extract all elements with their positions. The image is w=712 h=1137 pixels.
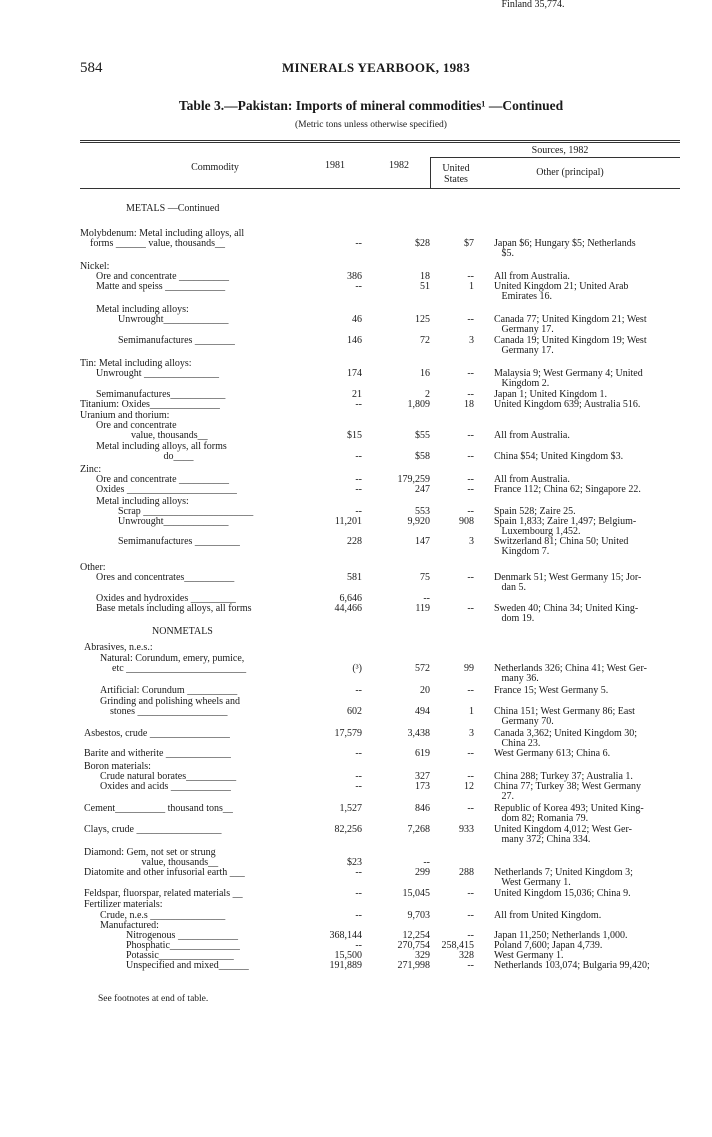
page-number: 584 [80, 60, 103, 76]
cell-united-states: -- [467, 430, 474, 441]
cell-commodity: value, thousands__ [96, 430, 208, 441]
cell-other-sources: dom 82; Romania 79. [494, 813, 589, 824]
cell-united-states: -- [467, 888, 474, 899]
cell-1982: 270,754 [397, 940, 430, 951]
cell-other-sources: Japan 11,250; Netherlands 1,000. [494, 930, 628, 941]
cell-commodity: Natural: Corundum, emery, pumice, [100, 653, 245, 664]
cell-commodity: Ore and concentrate __________ [96, 271, 230, 282]
cell-other-sources: Emirates 16. [494, 291, 553, 302]
cell-other-sources: Netherlands 103,074; Bulgaria 99,420; [494, 960, 650, 971]
cell-united-states: 328 [459, 950, 474, 961]
cell-1982: -- [423, 593, 430, 604]
cell-other-sources: Canada 19; United Kingdom 19; West [494, 335, 647, 346]
cell-1981: -- [355, 484, 362, 495]
cell-commodity: Metal including alloys: [96, 496, 189, 507]
cell-1982: 846 [415, 803, 430, 814]
cell-1982: 2 [425, 389, 430, 400]
cell-1981: 21 [352, 389, 362, 400]
cell-commodity: Titanium: Oxides______________ [80, 399, 220, 410]
cell-commodity: Nitrogenous ____________ [126, 930, 238, 941]
cell-united-states: $7 [464, 238, 474, 249]
cell-commodity: etc ________________________ [112, 663, 247, 674]
cell-other-sources: Poland 7,600; Japan 4,739. [494, 940, 603, 951]
cell-united-states: 908 [459, 516, 474, 527]
cell-1982: 553 [415, 506, 430, 517]
cell-commodity: Ores and concentrates__________ [96, 572, 235, 583]
cell-commodity: stones __________________ [110, 706, 228, 717]
cell-united-states: 933 [459, 824, 474, 835]
cell-other-sources: China 151; West Germany 86; East [494, 706, 635, 717]
cell-1982: 271,998 [397, 960, 430, 971]
cell-commodity: Grinding and polishing wheels and [100, 696, 240, 707]
cell-1982: 18 [420, 271, 430, 282]
cell-other-sources: Canada 3,362; United Kingdom 30; [494, 728, 638, 739]
cell-1981: 191,889 [329, 960, 362, 971]
cell-1982: 3,438 [407, 728, 430, 739]
cell-1981: 146 [347, 335, 362, 346]
cell-other-sources: Netherlands 7; United Kingdom 3; [494, 867, 633, 878]
cell-other-sources: $5. [494, 248, 514, 259]
cell-1981: 368,144 [329, 930, 362, 941]
cell-commodity: Abrasives, n.e.s.: [84, 642, 153, 653]
cell-united-states: 258,415 [441, 940, 474, 951]
cell-other-sources: many 372; China 334. [494, 834, 591, 845]
cell-commodity: forms ______ value, thousands__ [90, 238, 225, 249]
cell-commodity: Other: [80, 562, 106, 573]
cell-commodity: Semimanufactures _________ [118, 536, 240, 547]
cell-other-sources: United Kingdom 15,036; China 9. [494, 888, 631, 899]
cell-commodity: Unwrought_____________ [118, 516, 229, 527]
cell-1981: -- [355, 888, 362, 899]
cell-1982: 16 [420, 368, 430, 379]
footnote: See footnotes at end of table. [98, 994, 209, 1004]
cell-1982: $28 [415, 238, 430, 249]
cell-commodity: Semimanufactures ________ [118, 335, 235, 346]
cell-commodity: Clays, crude _________________ [84, 824, 222, 835]
cell-commodity: Diamond: Gem, not set or strung [84, 847, 216, 858]
cell-other-sources: dom 19. [494, 613, 535, 624]
cell-commodity: value, thousands__ [84, 857, 219, 868]
cell-other-sources: Spain 528; Zaire 25. [494, 506, 576, 517]
cell-commodity: Metal including alloys, all forms [96, 441, 227, 452]
cell-other-sources: All from Australia. [494, 430, 570, 441]
cell-other-sources: Kingdom 2. [494, 378, 550, 389]
cell-united-states: -- [467, 271, 474, 282]
cell-1981: -- [355, 748, 362, 759]
header-1981: 1981 [325, 160, 345, 171]
cell-other-sources: China 23. [494, 738, 541, 749]
cell-commodity: Diatomite and other infusorial earth ___ [84, 867, 245, 878]
cell-1981: 174 [347, 368, 362, 379]
cell-1981: 44,466 [334, 603, 362, 614]
cell-1981: -- [355, 506, 362, 517]
cell-commodity: do____ [96, 451, 194, 462]
cell-commodity: Barite and witherite _____________ [84, 748, 231, 759]
cell-1981: (³) [352, 663, 362, 674]
table-subtitle: (Metric tons unless otherwise specified) [295, 120, 447, 130]
cell-other-sources: Finland 35,774. [494, 0, 565, 10]
cell-united-states: 3 [469, 335, 474, 346]
cell-united-states: 18 [464, 399, 474, 410]
cell-united-states: -- [467, 474, 474, 485]
cell-united-states: 99 [464, 663, 474, 674]
cell-1981: 228 [347, 536, 362, 547]
cell-other-sources: Germany 70. [494, 716, 554, 727]
cell-other-sources: Denmark 51; West Germany 15; Jor- [494, 572, 642, 583]
cell-1982: 9,920 [407, 516, 430, 527]
cell-commodity: Boron materials: [84, 761, 151, 772]
cell-united-states: -- [467, 960, 474, 971]
cell-commodity: Oxides and hydroxides _________ [96, 593, 236, 604]
cell-commodity: Fertilizer materials: [84, 899, 163, 910]
cell-commodity: Tin: Metal including alloys: [80, 358, 192, 369]
cell-1982: 173 [415, 781, 430, 792]
cell-other-sources: Malaysia 9; West Germany 4; United [494, 368, 643, 379]
cell-commodity: Base metals including alloys, all forms [96, 603, 252, 614]
cell-commodity: Ore and concentrate __________ [96, 474, 230, 485]
cell-commodity: Oxides ______________________ [96, 484, 237, 495]
cell-commodity: Matte and speiss ____________ [96, 281, 226, 292]
cell-1981: 17,579 [334, 728, 362, 739]
cell-other-sources: All from Australia. [494, 271, 570, 282]
cell-commodity: Artificial: Corundum __________ [100, 685, 238, 696]
section-metals: METALS —Continued [126, 203, 220, 214]
cell-other-sources: Luxembourg 1,452. [494, 526, 581, 537]
cell-united-states: -- [467, 506, 474, 517]
cell-1981: -- [355, 474, 362, 485]
cell-united-states: -- [467, 451, 474, 462]
cell-1981: -- [355, 867, 362, 878]
cell-1981: 6,646 [339, 593, 362, 604]
cell-1981: $15 [347, 430, 362, 441]
cell-united-states: 1 [469, 706, 474, 717]
cell-commodity: Manufactured: [100, 920, 159, 931]
cell-commodity: Unwrought _______________ [96, 368, 220, 379]
cell-1981: -- [355, 781, 362, 792]
cell-other-sources: China $54; United Kingdom $3. [494, 451, 624, 462]
cell-commodity: Oxides and acids ____________ [100, 781, 231, 792]
cell-1982: 15,045 [402, 888, 430, 899]
cell-1981: -- [355, 399, 362, 410]
cell-1982: 299 [415, 867, 430, 878]
cell-1982: 51 [420, 281, 430, 292]
cell-commodity: Zinc: [80, 464, 102, 475]
cell-united-states: -- [467, 748, 474, 759]
cell-1982: 179,259 [397, 474, 430, 485]
cell-commodity: Phosphatic______________ [126, 940, 240, 951]
cell-commodity: Cement__________ thousand tons__ [84, 803, 233, 814]
cell-other-sources: China 77; Turkey 38; West Germany [494, 781, 642, 792]
header-other: Other (principal) [536, 167, 604, 178]
cell-commodity: Asbestos, crude ________________ [84, 728, 230, 739]
cell-other-sources: dan 5. [494, 582, 526, 593]
running-head: MINERALS YEARBOOK, 1983 [281, 60, 471, 75]
cell-united-states: -- [467, 910, 474, 921]
cell-other-sources: Republic of Korea 493; United King- [494, 803, 644, 814]
cell-1981: 1,527 [339, 803, 362, 814]
cell-united-states: -- [467, 803, 474, 814]
cell-other-sources: Kingdom 7. [494, 546, 550, 557]
cell-united-states: 1 [469, 281, 474, 292]
cell-commodity: Ore and concentrate [96, 420, 177, 431]
cell-other-sources: Germany 17. [494, 345, 554, 356]
cell-other-sources: West Germany 1. [494, 950, 564, 961]
header-sources: Sources, 1982 [531, 145, 589, 156]
cell-1982: 1,809 [407, 399, 430, 410]
cell-united-states: -- [467, 572, 474, 583]
header-us-line2: States [444, 174, 468, 185]
cell-1981: -- [355, 940, 362, 951]
cell-1981: 82,256 [334, 824, 362, 835]
cell-1981: 581 [347, 572, 362, 583]
cell-1982: 20 [420, 685, 430, 696]
cell-other-sources: Switzerland 81; China 50; United [494, 536, 629, 547]
cell-1982: 7,268 [407, 824, 430, 835]
cell-other-sources: West Germany 613; China 6. [494, 748, 611, 759]
cell-commodity: Crude natural borates__________ [100, 771, 237, 782]
cell-1981: 386 [347, 271, 362, 282]
cell-1982: $58 [415, 451, 430, 462]
cell-1982: 147 [415, 536, 430, 547]
cell-other-sources: United Kingdom 639; Australia 516. [494, 399, 641, 410]
cell-united-states: 288 [459, 867, 474, 878]
cell-1982: -- [423, 857, 430, 868]
cell-1981: $23 [347, 857, 362, 868]
cell-other-sources: All from United Kingdom. [494, 910, 602, 921]
cell-1982: 247 [415, 484, 430, 495]
cell-other-sources: West Germany 1. [494, 877, 571, 888]
cell-other-sources: United Kingdom 4,012; West Ger- [494, 824, 632, 835]
cell-other-sources: France 15; West Germany 5. [494, 685, 609, 696]
cell-other-sources: Sweden 40; China 34; United King- [494, 603, 639, 614]
cell-1982: 75 [420, 572, 430, 583]
cell-other-sources: Japan 1; United Kingdom 1. [494, 389, 608, 400]
cell-1981: 46 [352, 314, 362, 325]
cell-1982: 327 [415, 771, 430, 782]
cell-commodity: Molybdenum: Metal including alloys, all [80, 228, 245, 239]
cell-commodity: Feldspar, fluorspar, related materials __ [84, 888, 243, 899]
cell-commodity: Crude, n.e.s _______________ [100, 910, 226, 921]
cell-1982: 572 [415, 663, 430, 674]
cell-1981: -- [355, 451, 362, 462]
cell-commodity: Potassic_______________ [126, 950, 234, 961]
cell-1982: 9,703 [407, 910, 430, 921]
cell-united-states: -- [467, 685, 474, 696]
cell-1981: -- [355, 910, 362, 921]
cell-1981: 15,500 [334, 950, 362, 961]
cell-commodity: Unspecified and mixed______ [126, 960, 249, 971]
cell-1981: 11,201 [334, 516, 362, 527]
cell-1981: -- [355, 685, 362, 696]
cell-other-sources: Netherlands 326; China 41; West Ger- [494, 663, 647, 674]
cell-other-sources: Japan $6; Hungary $5; Netherlands [494, 238, 636, 249]
cell-1982: 125 [415, 314, 430, 325]
cell-1981: 602 [347, 706, 362, 717]
table-title: Table 3.—Pakistan: Imports of mineral commodities¹ —Continued [178, 98, 564, 113]
cell-united-states: -- [467, 484, 474, 495]
cell-united-states: 12 [464, 781, 474, 792]
cell-1982: 619 [415, 748, 430, 759]
cell-1981: -- [355, 771, 362, 782]
cell-other-sources: Canada 77; United Kingdom 21; West [494, 314, 647, 325]
cell-commodity: Unwrought_____________ [118, 314, 229, 325]
header-commodity: Commodity [191, 162, 239, 173]
cell-united-states: -- [467, 771, 474, 782]
cell-commodity: Nickel: [80, 261, 110, 272]
header-us-line1: United [442, 163, 470, 174]
cell-commodity: Metal including alloys: [96, 304, 189, 315]
cell-commodity: Semimanufactures___________ [96, 389, 226, 400]
cell-other-sources: United Kingdom 21; United Arab [494, 281, 629, 292]
cell-other-sources: Germany 17. [494, 324, 554, 335]
cell-other-sources: 27. [494, 791, 514, 802]
cell-commodity: Scrap ______________________ [118, 506, 254, 517]
cell-1981: -- [355, 238, 362, 249]
cell-united-states: -- [467, 314, 474, 325]
cell-united-states: 3 [469, 536, 474, 547]
cell-other-sources: All from Australia. [494, 474, 570, 485]
cell-1982: 12,254 [402, 930, 430, 941]
cell-united-states: -- [467, 389, 474, 400]
cell-1982: 329 [415, 950, 430, 961]
cell-other-sources: many 36. [494, 673, 539, 684]
cell-united-states: -- [467, 930, 474, 941]
cell-united-states: -- [467, 603, 474, 614]
cell-1982: $55 [415, 430, 430, 441]
cell-1981: -- [355, 281, 362, 292]
header-1982: 1982 [389, 160, 409, 171]
cell-1982: 119 [415, 603, 430, 614]
cell-other-sources: China 288; Turkey 37; Australia 1. [494, 771, 633, 782]
cell-other-sources: Spain 1,833; Zaire 1,497; Belgium- [494, 516, 637, 527]
section-nonmetals: NONMETALS [152, 626, 213, 637]
cell-united-states: -- [467, 368, 474, 379]
cell-1982: 494 [415, 706, 430, 717]
cell-other-sources: France 112; China 62; Singapore 22. [494, 484, 641, 495]
cell-commodity: Uranium and thorium: [80, 410, 170, 421]
cell-1982: 72 [420, 335, 430, 346]
cell-united-states: 3 [469, 728, 474, 739]
